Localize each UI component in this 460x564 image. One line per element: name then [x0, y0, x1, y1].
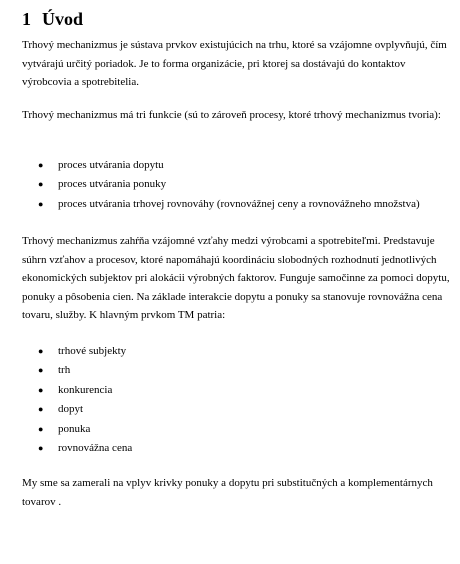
bullet-icon: ● — [38, 160, 44, 170]
functions-intro-paragraph: Trhový mechanizmus má tri funkcie (sú to zároveň procesy, ktoré trhový mechanizmus tvoria): — [22, 109, 441, 121]
bullet-icon: ● — [38, 404, 44, 415]
bullet-icon: ● — [38, 179, 44, 190]
section-number: 1 — [22, 9, 31, 29]
elements-list — [22, 342, 452, 458]
list-item: ● trhové subjekty — [22, 342, 452, 361]
functions-list — [22, 156, 452, 214]
bullet-icon: ● — [38, 365, 44, 376]
bullet-icon: ● — [38, 384, 44, 395]
list-item: ● ponuka — [22, 420, 452, 439]
conclusion-paragraph: My sme sa zamerali na vplyv krivky ponuky a dopytu pri substitučných a komplementárnych tovarov . — [22, 477, 433, 508]
list-item: ● proces utvárania trhovej rovnováhy (rovnovážnej ceny a rovnovážneho množstva) — [22, 195, 452, 214]
list-item: ● konkurencia — [22, 381, 452, 400]
bullet-icon: ● — [38, 443, 44, 454]
list-item: ● trh — [22, 361, 452, 380]
section-heading — [22, 8, 83, 30]
bullet-icon: ● — [38, 346, 44, 356]
list-item: ● dopyt — [22, 400, 452, 419]
intro-paragraph: Trhový mechanizmus je sústava prvkov existujúcich na trhu, ktoré sa vzájomne ovplyvňujú, čím vytvárajú určitý poriadok. Je to forma organizácie, pri ktorej sa dostávajú do kontaktov výrobcovia a spotrebitelia. — [22, 39, 447, 89]
bullet-icon: ● — [38, 198, 44, 209]
section-title: Úvod — [42, 9, 84, 29]
list-item: ● proces utvárania dopytu — [22, 156, 452, 175]
mechanism-paragraph: Trhový mechanizmus zahŕňa vzájomné vzťahy medzi výrobcami a spotrebiteľmi. Predstavuje súhrn vzťahov a procesov, ktoré napomáhajú koordináciu slobodných rozhodnutí jednotlivých ekonomických subjektov pri alokácii výrobných faktorov. Funguje samočinne za pomoci dopytu, ponuky a pôsobenia cien. Na základe interakcie dopytu a ponuky sa stanovuje rovnovážna cena tovaru, služby. K hlavným prvkom TM patria: — [22, 235, 450, 322]
bullet-icon: ● — [38, 423, 44, 434]
list-item: ● rovnovážna cena — [22, 439, 452, 458]
list-item: ● proces utvárania ponuky — [22, 175, 452, 194]
